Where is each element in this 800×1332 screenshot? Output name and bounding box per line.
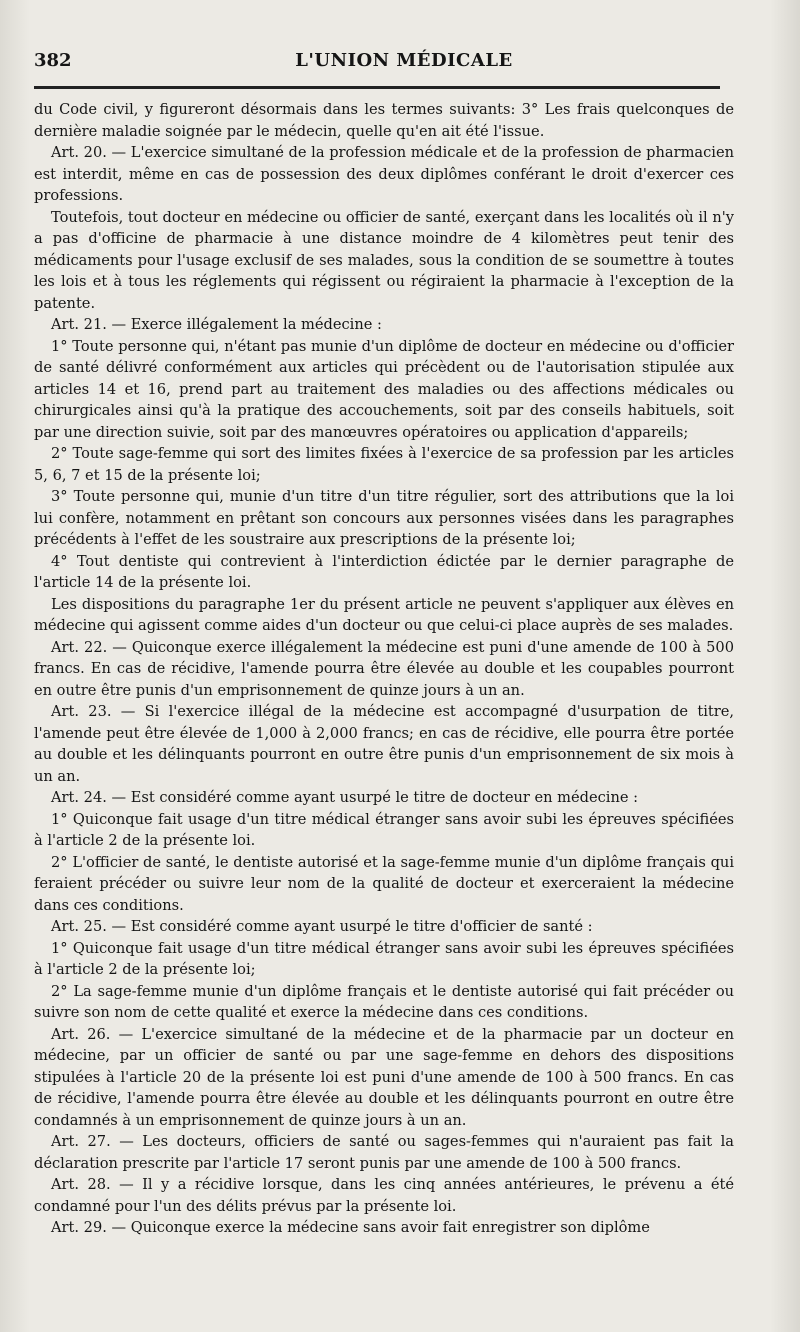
paragraph: Art. 29. — Quiconque exerce la médecine sans avoir fait enregistrer son diplôme (51, 1219, 650, 1236)
paragraph: du Code civil, y figureront désormais dans les termes suivants: 3° Les frais quelconques de dernière maladie soignée par le médecin, quelle qu'en ait été l'issue. (34, 101, 734, 140)
article-body (34, 99, 734, 1239)
paragraph: 1° Quiconque fait usage d'un titre médical étranger sans avoir subi les épreuves spécifiées à l'article 2 de la présente loi. (34, 810, 734, 849)
paragraph: Art. 20. — L'exercice simultané de la profession médicale et de la profession de pharmacien est interdit, même en cas de possession des deux diplômes conférant le droit d'exercer ces professions. (34, 144, 734, 204)
page-header (34, 50, 774, 80)
paragraph: Art. 21. — Exerce illégalement la médecine : (51, 316, 382, 333)
paragraph: 2° Toute sage-femme qui sort des limites fixées à l'exercice de sa profession par les articles 5, 6, 7 et 15 de la présente loi; (34, 445, 734, 484)
paragraph: Art. 27. — Les docteurs, officiers de santé ou sages-femmes qui n'auraient pas fait la déclaration prescrite par l'article 17 seront punis par une amende de 100 à 500 francs. (34, 1133, 734, 1172)
paragraph: Toutefois, tout docteur en médecine ou officier de santé, exerçant dans les localités où il n'y a pas d'officine de pharmacie à une distance moindre de 4 kilomètres peut tenir des médicaments pour l'usage exclusif de ses malades, sous la condition de se soumettre à toutes les lois et à tous les réglements qui régissent ou régiraient la pharmacie à l'exception de la patente. (34, 208, 734, 312)
paragraph: Art. 28. — Il y a récidive lorsque, dans les cinq années antérieures, le prévenu a été condamné pour l'un des délits prévus par la présente loi. (34, 1176, 734, 1215)
paragraph: 3° Toute personne qui, munie d'un titre d'un titre régulier, sort des attributions que la loi lui confère, notamment en prêtant son concours aux personnes visées dans les paragraphes précédents à l'effet de les soustraire aux prescriptions de la présente loi; (34, 488, 734, 548)
running-title: L'UNION MÉDICALE (295, 50, 513, 71)
paragraph: Les dispositions du paragraphe 1er du présent article ne peuvent s'appliquer aux élèves en médecine qui agissent comme aides d'un docteur ou que celui-ci place auprès de ses malades. (34, 595, 734, 634)
paragraph: Art. 25. — Est considéré comme ayant usurpé le titre d'officier de santé : (51, 918, 593, 935)
paragraph: Art. 23. — Si l'exercice illégal de la médecine est accompagné d'usurpation de titre, l'amende peut être élevée de 1,000 à 2,000 francs; en cas de récidive, elle pourra être portée au double et les délinquants pourront en outre être punis d'un emprisonnement de six mois à un an. (34, 703, 734, 785)
paragraph: 1° Toute personne qui, n'étant pas munie d'un diplôme de docteur en médecine ou d'officier de santé délivré conformément aux articles qui précèdent ou de l'autorisation stipulée aux articles 14 et 16, prend part au traitement des maladies ou des affections médicales ou chirurgicales ainsi qu'à la pratique des accouchements, soit par des conseils habituels, soit par une direction suivie, soit par des manœuvres opératoires ou application d'appareils; (34, 337, 734, 441)
paragraph: 4° Tout dentiste qui contrevient à l'interdiction édictée par le dernier paragraphe de l'article 14 de la présente loi. (34, 552, 734, 591)
paragraph: Art. 26. — L'exercice simultané de la médecine et de la pharmacie par un docteur en médecine, par un officier de santé ou par une sage-femme en dehors des dispositions stipulées à l'article 20 de la présente loi est puni d'une amende de 100 à 500 francs. En cas de récidive, l'amende pourra être élevée au double et les délinquants pourront en outre être condamnés à un emprisonnement de quinze jours à un an. (34, 1025, 734, 1129)
paragraph: 1° Quiconque fait usage d'un titre médical étranger sans avoir subi les épreuves spécifiées à l'article 2 de la présente loi; (34, 939, 734, 978)
header-rule (34, 86, 720, 89)
paragraph: Art. 22. — Quiconque exerce illégalement la médecine est puni d'une amende de 100 à 500 francs. En cas de récidive, l'amende pourra être élevée au double et les coupables pourront en outre être punis d'un emprisonnement de quinze jours à un an. (34, 638, 734, 699)
paragraph: 2° L'officier de santé, le dentiste autorisé et la sage-femme munie d'un diplôme français qui feraient précéder ou suivre leur nom de la qualité de docteur et exerceraient la médecine dans ces conditions. (34, 853, 734, 914)
page-number: 382 (34, 50, 72, 71)
paragraph: 2° La sage-femme munie d'un diplôme français et le dentiste autorisé qui fait précéder ou suivre son nom de cette qualité et exerce la médecine dans ces conditions. (34, 982, 734, 1021)
paragraph: Art. 24. — Est considéré comme ayant usurpé le titre de docteur en médecine : (51, 789, 639, 806)
